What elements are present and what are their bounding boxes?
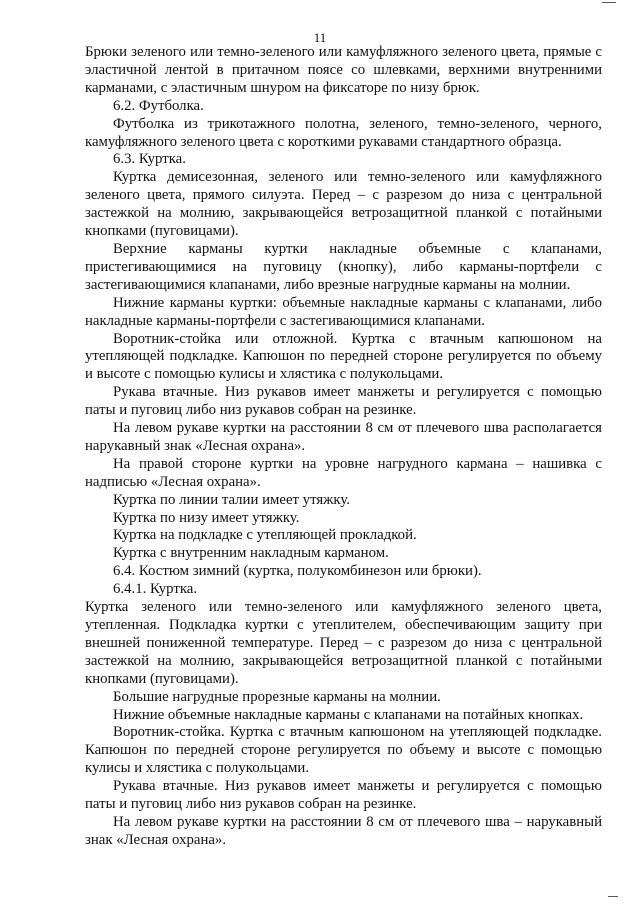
paragraph: Воротник-стойка. Куртка с втачным капюшоном на утепляющей подкладке. Капюшон по передней стороне регулируется по объему и высоте с помощью кулисы и хлястика с полукольцами. xyxy=(85,724,602,777)
paragraph: Куртка с внутренним накладным карманом. xyxy=(113,545,389,562)
paragraph: 6.2. Футболка. xyxy=(113,97,204,114)
paragraph: Нижние объемные накладные карманы с клапанами на потайных кнопках. xyxy=(113,706,584,723)
paragraph: 6.3. Куртка. xyxy=(113,151,186,168)
scan-artifact-top-right xyxy=(602,2,616,3)
paragraph: Рукава втачные. Низ рукавов имеет манжеты и регулируется с помощью паты и пуговиц либо низ рукавов собран на резинке. xyxy=(85,384,602,419)
paragraph: Куртка на подкладке с утепляющей прокладкой. xyxy=(113,527,417,544)
paragraph: Футболка из трикотажного полотна, зеленого, темно-зеленого, черного, камуфляжного зеленого цвета с короткими рукавами стандартного образца. xyxy=(85,115,602,150)
page-number: 11 xyxy=(313,30,327,45)
paragraph: Рукава втачные. Низ рукавов имеет манжеты и регулируется с помощью паты и пуговиц либо низ рукавов собран на резинке. xyxy=(85,778,602,813)
paragraph: Куртка по низу имеет утяжку. xyxy=(113,509,300,526)
paragraph: На правой стороне куртки на уровне нагрудного кармана – нашивка с надписью «Лесная охрана». xyxy=(85,455,602,490)
paragraph: На левом рукаве куртки на расстоянии 8 см от плечевого шва – нарукавный знак «Лесная охрана». xyxy=(85,813,602,848)
paragraph: Куртка зеленого или темно-зеленого или камуфляжного зеленого цвета, утепленная. Подкладка куртки с утеплителем, обеспечивающим защиту при внешней пониженной температуре. Перед – с разрезом до низа с центральной застежкой на молнию, закрывающейся ветрозащитной планкой с потайными кнопками (пуговицами). xyxy=(85,599,602,687)
scan-artifact-bottom-right xyxy=(608,896,618,897)
paragraph: Нижние карманы куртки: объемные накладные карманы с клапанами, либо накладные карманы-портфели с застегивающимися клапанами. xyxy=(85,294,602,329)
paragraph: Воротник-стойка или отложной. Куртка с втачным капюшоном на утепляющей подкладке. Капюшон по передней стороне регулируется по объему и высоте с помощью кулисы и хлястика с полукольцами. xyxy=(85,330,602,383)
paragraph: Куртка демисезонная, зеленого или темно-зеленого или камуфляжного зеленого цвета, прямого силуэта. Перед – с разрезом до низа с центральной застежкой на молнию, закрывающейся ветрозащитной планкой с потайными кнопками (пуговицами). xyxy=(85,169,602,240)
paragraph: На левом рукаве куртки на расстоянии 8 см от плечевого шва располагается нарукавный знак «Лесная охрана». xyxy=(85,420,602,454)
document-body xyxy=(85,44,602,850)
paragraph: Верхние карманы куртки накладные объемные с клапанами, пристегивающимися на пуговицу (кнопку), либо карманы-портфели с застегивающимися клапанами, либо врезные нагрудные карманы на молнии. xyxy=(85,240,602,293)
paragraph: 6.4.1. Куртка. xyxy=(113,581,198,598)
paragraph: 6.4. Костюм зимний (куртка, полукомбинезон или брюки). xyxy=(113,563,482,580)
paragraph: Брюки зеленого или темно-зеленого или камуфляжного зеленого цвета, прямые с эластичной лентой в притачном поясе со шлевками, верхними внутренними карманами, с эластичным шнуром на фиксаторе по низу брюк. xyxy=(85,44,602,96)
paragraph: Куртка по линии талии имеет утяжку. xyxy=(113,491,350,508)
paragraph: Большие нагрудные прорезные карманы на молнии. xyxy=(113,688,441,705)
